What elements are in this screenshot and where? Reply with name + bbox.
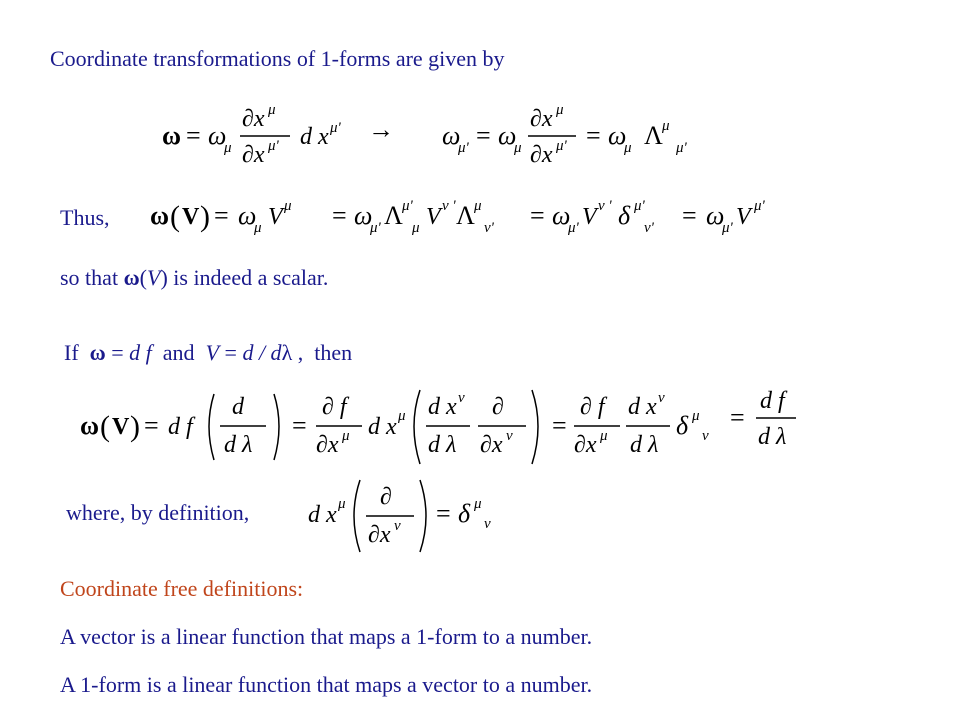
svg-text:d λ: d λ [630,432,659,458]
svg-text:ω: ω [608,121,627,150]
svg-text:μ': μ' [330,120,341,136]
svg-text:ω: ω [552,201,571,230]
svg-text:ν ': ν ' [442,198,456,214]
scalar-equation [150,190,850,240]
svg-text:∂: ∂ [380,484,392,510]
svg-text:μ': μ' [458,140,469,156]
intro-text: Coordinate transformations of 1-forms are given by [50,46,505,71]
svg-text:∂x: ∂x [574,432,597,458]
oneform-definition: A 1-form is a linear function that maps a vector to a number. [60,672,593,697]
svg-text:ω: ω [238,201,257,230]
svg-text:): ) [130,410,140,443]
svg-text:μ: μ [342,428,350,444]
svg-text:δ: δ [458,499,471,528]
svg-text:d λ: d λ [758,424,787,450]
svg-text:ω: ω [498,121,517,150]
svg-text:Λ: Λ [644,121,663,150]
svg-text:μ': μ' [556,138,567,154]
svg-text:ν': ν' [484,220,494,236]
svg-text:∂x: ∂x [530,142,553,168]
svg-text:→: → [368,115,394,144]
svg-text:μ: μ [474,198,482,214]
coordinate-free-heading: Coordinate free definitions: [60,576,304,601]
svg-text:δ: δ [618,201,631,230]
svg-text:μ: μ [600,428,608,444]
svg-text:d x: d x [300,124,329,150]
svg-text:V: V [426,204,441,230]
svg-text:μ': μ' [402,198,413,214]
svg-text:ω: ω [162,121,182,150]
svg-text:μ': μ' [676,140,687,156]
svg-text:ω: ω [150,201,170,230]
svg-text:(: ( [100,410,110,443]
transformation-equation [160,96,720,176]
svg-text:∂: ∂ [492,394,504,420]
svg-text:V: V [582,204,597,230]
scalar-statement: so that ω(V) is indeed a scalar. [60,265,329,290]
svg-text:μ: μ [398,408,406,424]
svg-text:ν: ν [702,428,709,444]
svg-text:∂x: ∂x [242,106,265,132]
svg-text:=: = [292,411,307,440]
svg-text:=: = [214,201,229,230]
svg-text:=: = [476,121,491,150]
svg-text:μ: μ [556,102,564,118]
svg-text:∂ f: ∂ f [322,394,347,420]
svg-text:ω: ω [208,121,227,150]
svg-text:ω: ω [706,201,725,230]
svg-text:d λ: d λ [428,432,457,458]
svg-text:μ: μ [268,102,276,118]
svg-text:d f: d f [168,414,193,440]
svg-text:μ': μ' [568,220,579,236]
svg-text:μ: μ [412,220,420,236]
derivative-equation [80,384,840,468]
svg-text:ω: ω [354,201,373,230]
svg-text:d x: d x [628,394,657,420]
thus-label: Thus, [60,205,110,230]
svg-text:μ: μ [224,140,232,156]
definition-equation [306,476,506,556]
condition-line: If ω = d f and V = d / dλ , then [64,340,353,365]
svg-text:): ) [200,200,210,233]
svg-text:∂ f: ∂ f [580,394,605,420]
where-label: where, by definition, [66,500,250,525]
svg-text:ν: ν [506,428,513,444]
svg-text:μ: μ [254,220,262,236]
svg-text:V: V [112,414,130,440]
svg-text:μ: μ [692,408,700,424]
svg-text:∂x: ∂x [368,522,391,548]
svg-text:V: V [182,204,200,230]
svg-text:=: = [586,121,601,150]
svg-text:=: = [436,499,451,528]
svg-text:μ: μ [514,140,522,156]
svg-text:=: = [530,201,545,230]
svg-text:V: V [268,204,283,230]
svg-text:μ: μ [474,496,482,512]
svg-text:ω: ω [442,121,461,150]
svg-text:=: = [186,121,201,150]
svg-text:d x: d x [368,414,397,440]
svg-text:ν: ν [394,518,401,534]
svg-text:μ': μ' [754,198,765,214]
svg-text:d f: d f [760,388,785,414]
svg-text:ν ': ν ' [598,198,612,214]
svg-text:d: d [232,394,244,420]
svg-text:μ': μ' [268,138,279,154]
svg-text:V: V [736,204,751,230]
svg-text:ν: ν [458,390,465,406]
svg-text:μ: μ [284,198,292,214]
svg-text:d x: d x [428,394,457,420]
svg-text:d x: d x [308,502,337,528]
svg-text:μ: μ [338,496,346,512]
svg-text:ν': ν' [644,220,654,236]
svg-text:μ: μ [662,118,670,134]
svg-text:μ: μ [624,140,632,156]
svg-text:ν: ν [658,390,665,406]
svg-text:μ': μ' [634,198,645,214]
svg-text:∂x: ∂x [316,432,339,458]
svg-text:ν: ν [484,516,491,532]
svg-text:μ': μ' [370,220,381,236]
svg-text:(: ( [170,200,180,233]
svg-text:Λ: Λ [384,201,403,230]
svg-text:Λ: Λ [456,201,475,230]
svg-text:∂x: ∂x [242,142,265,168]
vector-definition: A vector is a linear function that maps a 1-form to a number. [60,624,593,649]
svg-text:∂x: ∂x [480,432,503,458]
svg-text:=: = [552,411,567,440]
svg-text:d λ: d λ [224,432,253,458]
svg-text:=: = [682,201,697,230]
svg-text:∂x: ∂x [530,106,553,132]
svg-text:=: = [332,201,347,230]
svg-text:δ: δ [676,411,689,440]
svg-text:μ': μ' [722,220,733,236]
svg-text:=: = [730,403,745,432]
svg-text:ω: ω [80,411,100,440]
svg-text:=: = [144,411,159,440]
